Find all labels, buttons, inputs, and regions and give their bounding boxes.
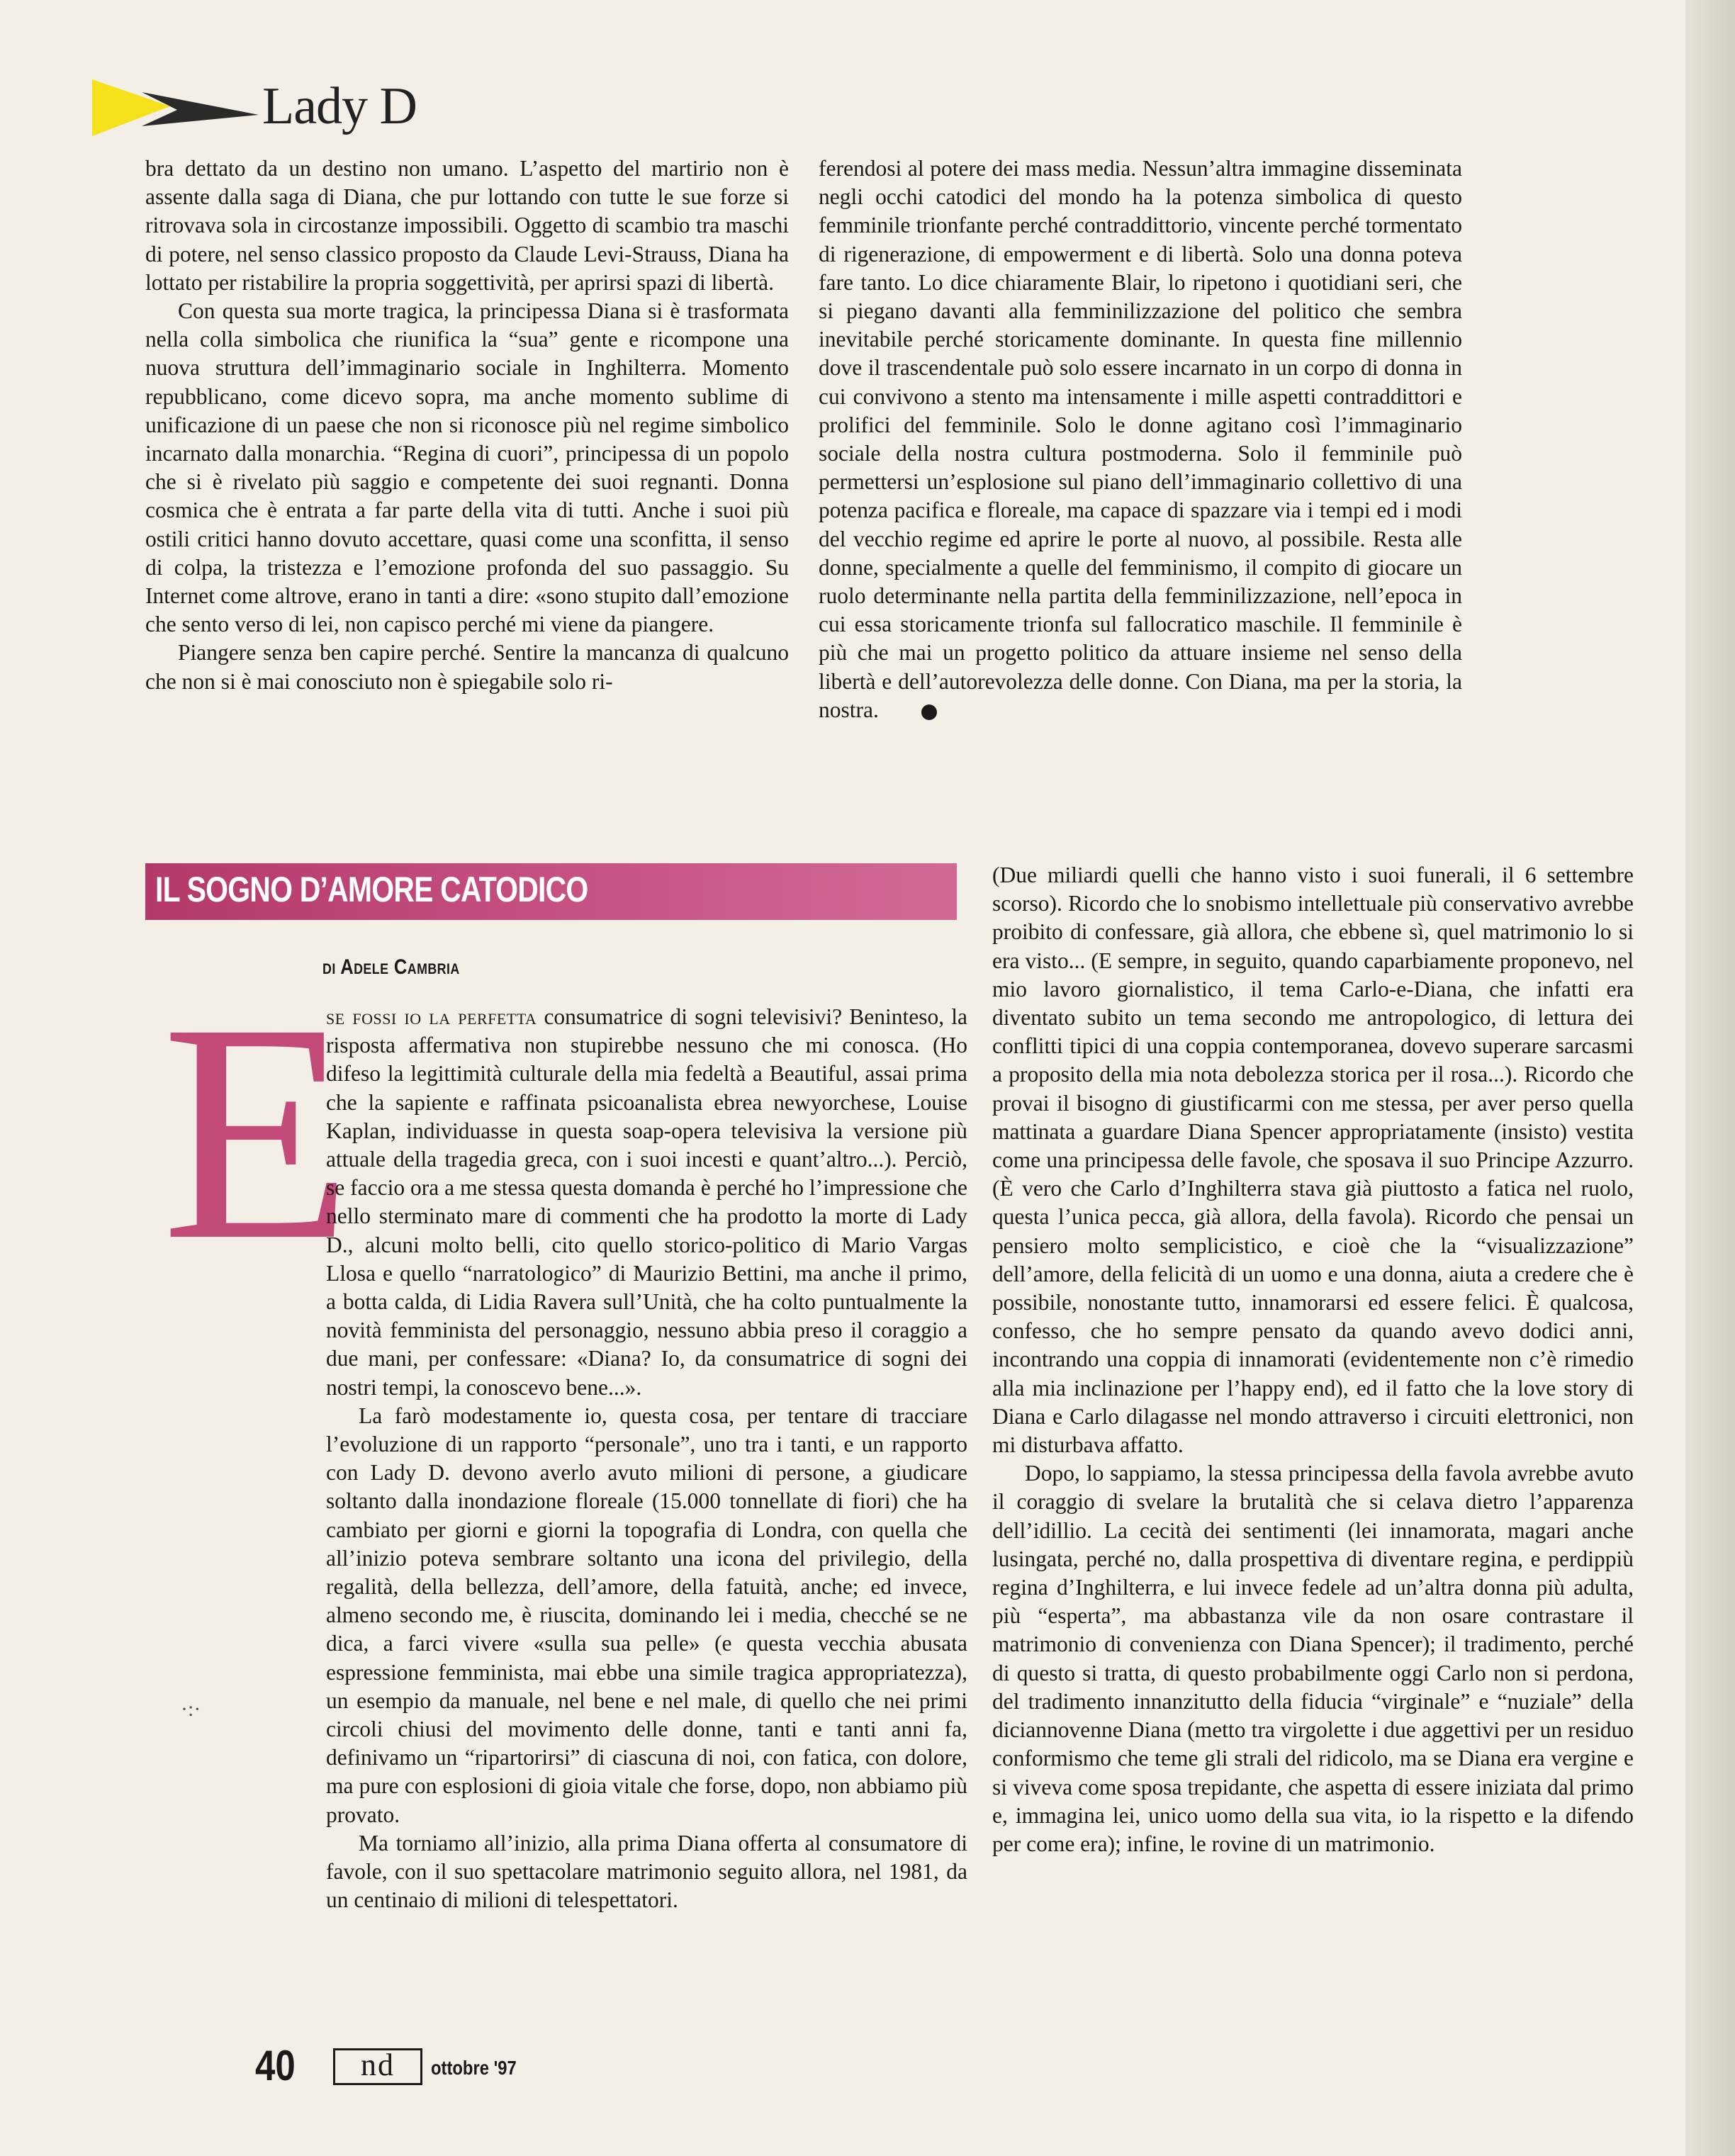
paragraph: [326, 1003, 967, 1402]
magazine-logo: nd: [333, 2048, 422, 2085]
scan-speck: ·:·: [181, 1697, 201, 1721]
paragraph: (Due miliardi quelli che hanno visto i suoi funerali, il 6 settembre scorso). Ricordo che lo snobismo intellettuale più conservativo avrebbe proibito di confessare, già allora, che ebbene sì, quel matrimonio lo si era visto... (E sempre, in seguito, quando caparbiamente proponevo, nel mio lavoro giornalistico, il tema Carlo-e-Diana, che infatti era diventato subito un tema secondo me antropologico, di lettura dei conflitti tipici di una coppia contemporanea, dovevo superare sarcasmi a proposito della mia nota debolezza storica per il rosa...). Ricordo che provai il bisogno di giustificarmi con me stessa, per aver perso quella mattinata a guardare Diana Spencer appropriatamente (insisto) vestita come una principessa delle favole, che sposava il suo Principe Azzurro. (È vero che Carlo d’Inghilterra stava già piuttosto a fatica nel ruolo, questa l’unica pecca, già allora, della favola). Ricordo che pensai un pensiero molto semplicistico, e cioè che la “visualizzazione” dell’amore, della felicità di un uomo e una donna, aiuta a credere che è possibile, nonostante tutto, innamorarsi ed essere felici. È qualcosa, confesso, che ho sempre pensato da quando avevo dodici anni, incontrando una coppia di innamorati (evidentemente non c’è rimedio alla mia inclinazione per l’happy end), ed il fatto che la love story di Diana e Carlo dilagasse nel mondo attraverso i circuiti elettronici, non mi disturbava affatto.: [992, 863, 1634, 1458]
article1-column-2: [819, 155, 1462, 724]
paragraph: [819, 155, 1462, 724]
page-edge: [1685, 0, 1735, 2156]
paragraph: Piangere senza ben capire perché. Sentire la mancanza di qualcuno che non si è mai conosciuto non è spiegabile solo ri-: [145, 640, 789, 694]
paragraph: bra dettato da un destino non umano. L’aspetto del martirio non è assente dalla saga di Diana, che pur lottando con tutte le sue forze si ritrovava sola in circostanze impossibili. Oggetto di scambio tra maschi di potere, nel senso classico proposto da Claude Levi-Strauss, Diana ha lottato per ristabilire la propria soggettività, per aprirsi spazi di libertà.: [145, 156, 789, 295]
article2-column-1: [326, 1003, 967, 1915]
paragraph: Ma torniamo all’inizio, alla prima Diana offerta al consumatore di favole, con il suo spettacolare matrimonio seguito allora, nel 1981, da un centinaio di milioni di telespettatori.: [326, 1830, 967, 1913]
paragraph-text: consumatrice di sogni televisivi? Beninteso, la risposta affermativa non stupirebbe nessuno che mi conosca. (Ho difeso la legittimità culturale della mia fedeltà a Beautiful, assai prima che la sapiente e raffinata psicoanalista ebrea newyorchese, Louise Kaplan, individuasse in questa soap-opera televisiva la versione più attuale della tragedia greca, con i suoi incesti e quant’altro...). Perciò, se faccio ora a me stessa questa domanda è perché ho l’impressione che nello sterminato mare di commenti che ha prodotto la morte di Lady D., alcuni molto belli, cito quello storico-politico di Mario Vargas Llosa e quello “narratologico” di Maurizio Bettini, ma anche il primo, a botta calda, di Lidia Ravera sull’Unità, che ha colto puntualmente la novità femminista del personaggio, nessuno abbia preso il coraggio a due mani, per confessare: «Diana? Io, da consumatrice di sogni dei nostri tempi, la conoscevo bene...».: [326, 1004, 967, 1400]
article2-column-2: [992, 861, 1634, 1858]
article1-column-1: [145, 155, 789, 696]
section-title-bar: [145, 863, 957, 920]
lead-in: se fossi io la perfetta: [326, 1004, 537, 1029]
paragraph: Dopo, lo sappiamo, la stessa principessa della favola avrebbe avuto il coraggio di svelare la brutalità che si celava dietro l’apparenza dell’idillio. La cecità dei sentimenti (lei innamorata, magari anche lusingata, perché no, dalla prospettiva di diventare regina, e perdippiù regina d’Inghilterra, e lui invece fedele ad un’altra donna più adulta, più “esperta”, ma abbastanza vile da non osare contrastare il matrimonio di convenienza con Diana Spencer); il tradimento, perché di questo si tratta, di questo probabilmente oggi Carlo non si perdona, del tradimento innanzitutto della fiducia “virginale” e “nuziale” della diciannovenne Diana (metto tra virgolette i due aggettivi per un residuo conformismo che teme gli strali del ridicolo, ma se Diana era vergine e si viveva come sposa trepidante, che aspetta di essere iniziata dal primo e, immagina lei, unico uomo della sua vita, io la rispetto e la difendo per come era); infine, le rovine di un matrimonio.: [992, 1461, 1634, 1856]
section-title: IL SOGNO D’AMORE CATODICO: [155, 870, 588, 909]
page-footer: [255, 2041, 680, 2091]
page-number: 40: [255, 2042, 296, 2089]
paragraph: Con questa sua morte tragica, la principessa Diana si è trasformata nella colla simbolica che riunifica la “sua” gente e ricompone una nuova struttura dell’immaginario sociale in Inghilterra. Momento repubblicano, come dicevo sopra, ma anche momento sublime di unificazione di un paese che non si riconosce più nel regime simbolico incarnato dalla monarchia. “Regina di cuori”, principessa di un popolo che si è rivelato più saggio e competente dei suoi regnanti. Donna cosmica che è entrata a far parte della vita di tutti. Anche i suoi più ostili critici hanno dovuto accettare, quasi come una sconfitta, il senso di colpa, la tristezza e l’emozione profonda del suo passaggio. Su Internet come altrove, erano in tanti a dire: «sono stupito dall’emozione che sento verso di lei, non capisco perché mi viene da piangere.: [145, 298, 789, 637]
paragraph: La farò modestamente io, questa cosa, per tentare di tracciare l’evoluzione di un rapporto “personale”, uno tra i tanti, e un rapporto con Lady D. devono averlo avuto milioni di persone, a giudicare soltanto dalla inondazione floreale (15.000 tonnellate di fiori) che ha cambiato per giorni e giorni la topografia di Londra, con quella che all’inizio poteva sembrare soltanto una icona del privilegio, della regalità, della bellezza, dell’amore, della fatuità, anche; ed invece, almeno secondo me, è riuscita, dominando lei i media, checché se ne dica, a farci vivere «sulla sua pelle» (e questa vecchia abusata espressione femminista, mai ebbe una simile tragica appropriatezza), un esempio da manuale, nel bene e nel male, di quello che nei primi circoli chiusi del movimento delle donne, tanti e tanti anni fa, definivamo un “ripartorirsi” di ciascuna di noi, con fatica, con dolore, ma pure con esplosioni di gioia vitale che forse, dopo, non abbiamo più provato.: [326, 1403, 967, 1827]
paragraph-text: ferendosi al potere dei mass media. Nessun’altra immagine disseminata negli occhi catodici del mondo ha la potenza simbolica di questo femminile trionfante perché contraddittorio, vincente perché tormentato di rigenerazione, di empowerment e di libertà. Solo una donna poteva fare tanto. Lo dice chiaramente Blair, lo ripetono i quotidiani seri, che si piegano davanti alla femminilizzazione del politico che sembra inevitabile perché storicamente dominante. In questa fine millennio dove il trascendentale può solo essere incarnato in un corpo di donna in cui convivono a stento ma intensamente i mille aspetti contraddittori e prolifici del femminile. Solo le donne agitano così l’immaginario sociale della nostra cultura postmoderna. Solo il femminile può permettersi un’esplosione sul piano dell’immaginario collettivo di una potenza pacifica e floreale, ma capace di spazzare via i tempi ed i modi del vecchio regime ed aprire le porte al nuovo, al possibile. Resta alle donne, specialmente a quelle del femminismo, il compito di giocare un ruolo determinante nella partita della femminilizzazione, nell’epoca in cui essa storicamente trionfa sul fallocratico maschile. Il femminile è più che mai un progetto politico da attuare insieme nel senso della libertà e dell’autorevolezza delle donne. Con Diana, ma per la storia, la nostra.: [819, 156, 1462, 722]
drop-cap: E: [162, 960, 352, 1305]
page-header: [92, 71, 588, 149]
byline: di Adele Cambria: [322, 955, 460, 979]
header-title: Lady D: [262, 77, 417, 135]
issue-date: ottobre '97: [431, 2057, 517, 2079]
end-of-article-icon: [921, 704, 937, 720]
header-arrow-icon: [92, 71, 262, 142]
